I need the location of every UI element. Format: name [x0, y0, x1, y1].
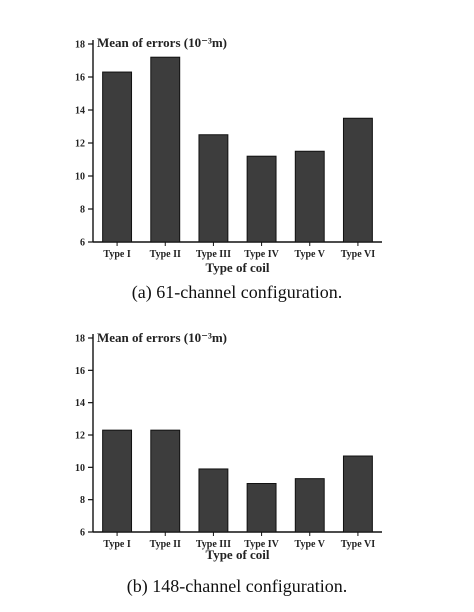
bar	[247, 156, 276, 242]
y-tick-label: 10	[75, 462, 85, 474]
x-tick-label: Type I	[103, 249, 131, 260]
bar	[151, 57, 180, 242]
x-tick-label: Type V	[294, 249, 325, 260]
y-tick-label: 6	[80, 237, 85, 249]
bar-chart-61-channel	[0, 0, 474, 280]
x-tick-label: Type VI	[340, 249, 376, 260]
y-tick-label: 8	[80, 204, 85, 216]
x-tick-label: Type IV	[244, 539, 279, 550]
x-tick-label: Type VI	[340, 539, 376, 550]
x-tick-label: Type II	[149, 539, 181, 550]
x-tick-label: Type III	[195, 249, 231, 260]
y-tick-label: 14	[75, 398, 85, 410]
caption-a: (a) 61-channel configuration.	[131, 282, 343, 302]
x-tick-label: Type I	[103, 539, 131, 550]
bar	[199, 469, 228, 532]
bar	[247, 484, 276, 533]
x-axis-title: Type of coil	[205, 547, 270, 562]
chart-panel-b	[0, 306, 474, 612]
bar	[103, 430, 132, 532]
bar	[343, 118, 372, 242]
bar	[103, 72, 132, 242]
bar	[343, 456, 372, 532]
bar	[295, 479, 324, 532]
y-axis-title: Mean of errors (10⁻³m)	[97, 330, 227, 345]
y-axis-title: Mean of errors (10⁻³m)	[97, 35, 227, 50]
y-tick-label: 18	[75, 39, 85, 51]
bar	[199, 135, 228, 242]
bar	[151, 430, 180, 532]
y-tick-label: 10	[75, 171, 85, 183]
y-tick-label: 18	[75, 333, 85, 345]
caption-b: (b) 148-channel configuration.	[126, 576, 348, 596]
bar-chart-148-channel	[0, 306, 474, 582]
x-tick-label: Type V	[294, 539, 325, 550]
y-tick-label: 6	[80, 527, 85, 539]
y-tick-label: 12	[75, 430, 85, 442]
y-tick-label: 8	[80, 495, 85, 507]
y-tick-label: 16	[75, 365, 85, 377]
x-tick-label: Type III	[195, 539, 231, 550]
y-tick-label: 12	[75, 138, 85, 150]
x-axis-title: Type of coil	[205, 260, 270, 275]
y-tick-label: 14	[75, 105, 85, 117]
bar	[295, 151, 324, 242]
x-tick-label: Type II	[149, 249, 181, 260]
y-tick-label: 16	[75, 72, 85, 84]
x-tick-label: Type IV	[244, 249, 279, 260]
